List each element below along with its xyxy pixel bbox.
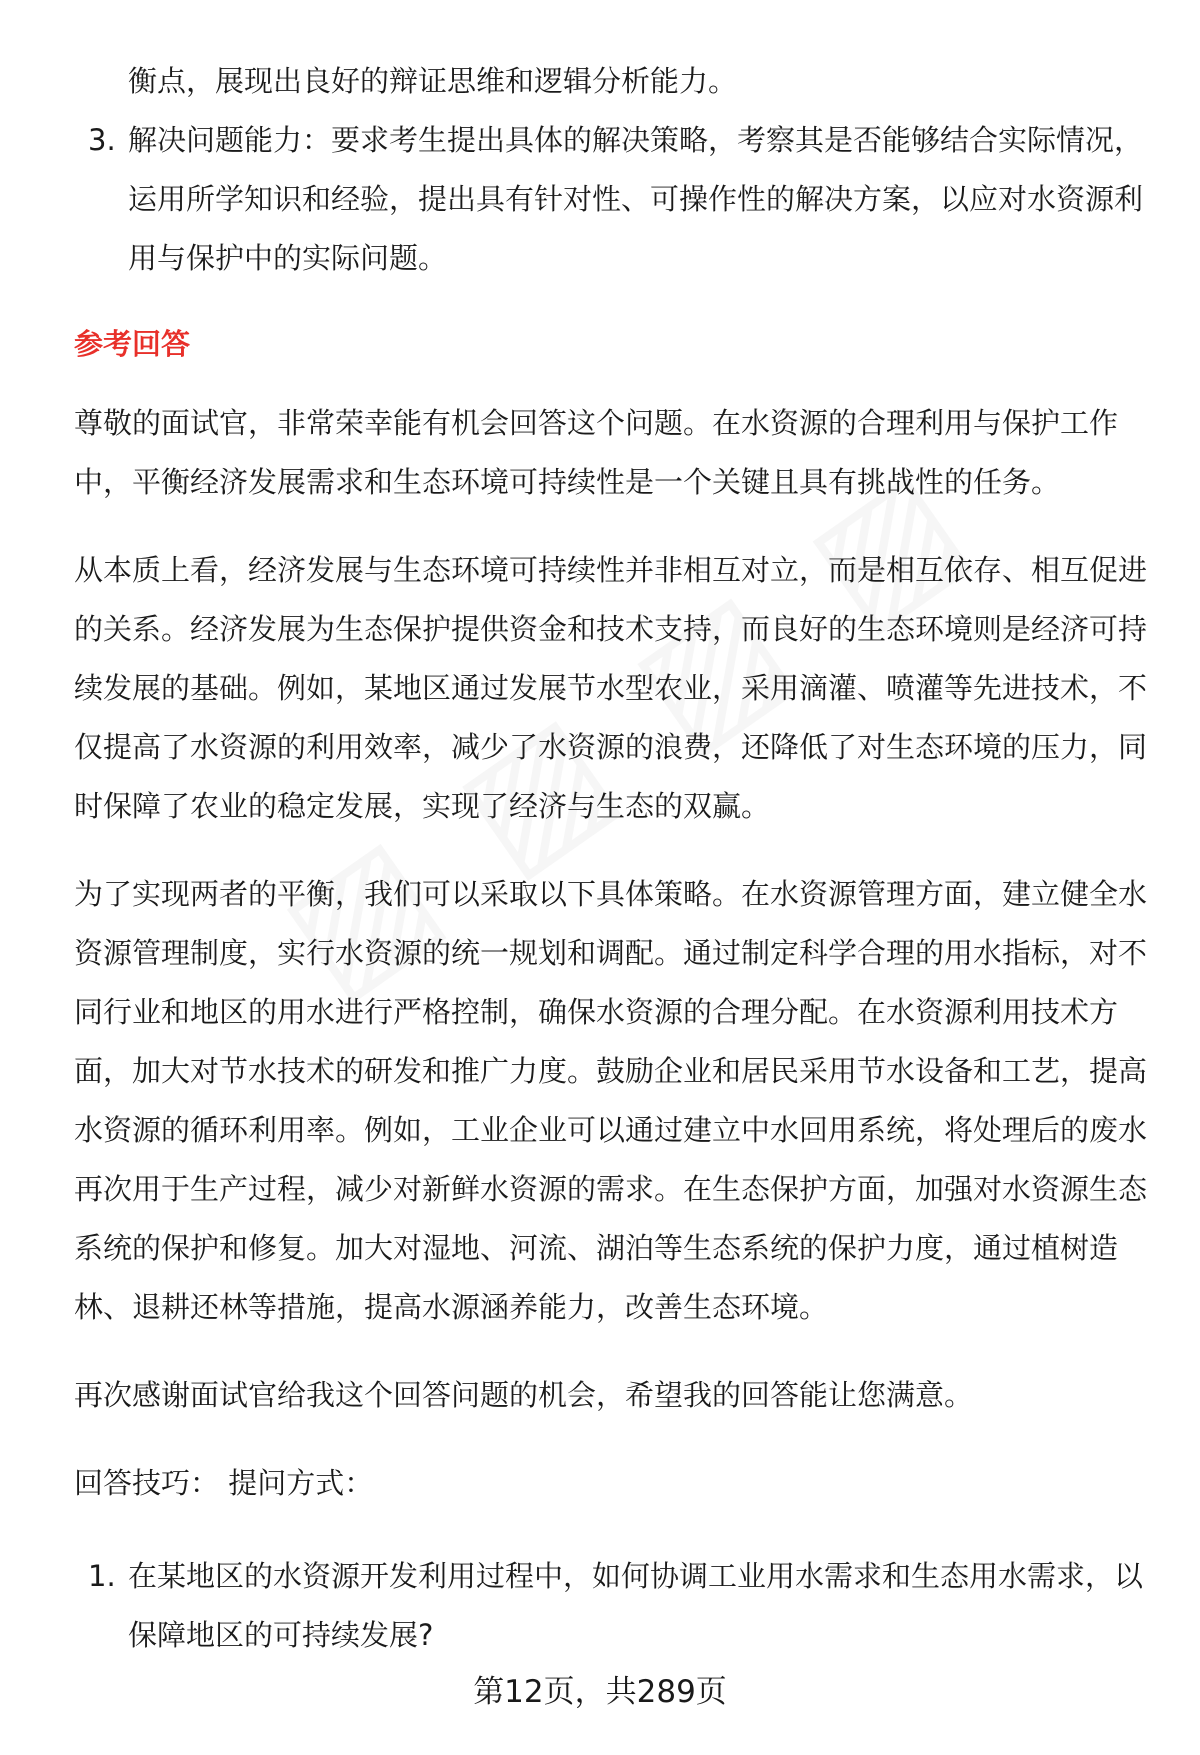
list-number: 3. bbox=[88, 123, 116, 157]
section-heading: 参考回答 bbox=[74, 327, 191, 361]
paragraph: 尊敬的面试官，非常荣幸能有机会回答这个问题。在水资源的合理利用与保护工作中，平衡经济发展需求和生态环境可持续性是一个关键且具有挑战性的任务。 bbox=[74, 406, 1119, 499]
list-text: 在某地区的水资源开发利用过程中，如何协调工业用水需求和生态用水需求，以保障地区的可持续发展? bbox=[128, 1559, 1144, 1652]
page-footer: 第12页，共289页 bbox=[473, 1674, 727, 1710]
question-list bbox=[74, 1547, 1154, 1665]
page-content bbox=[74, 52, 1154, 1665]
paragraph: 再次感谢面试官给我这个回答问题的机会，希望我的回答能让您满意。 bbox=[74, 1378, 974, 1412]
tips-label: 回答技巧： 提问方式： bbox=[74, 1466, 374, 1500]
list-number: 1. bbox=[88, 1559, 116, 1593]
continued-list-text: 衡点，展现出良好的辩证思维和逻辑分析能力。 bbox=[128, 64, 738, 98]
paragraph: 为了实现两者的平衡，我们可以采取以下具体策略。在水资源管理方面，建立健全水资源管理制度，实行水资源的统一规划和调配。通过制定科学合理的用水指标，对不同行业和地区的用水进行严格控制，确保水资源的合理分配。在水资源利用技术方面，加大对节水技术的研发和推广力度。鼓励企业和居民采用节水设备和工艺，提高水资源的循环利用率。例如，工业企业可以通过建立中水回用系统，将处理后的废水再次用于生产过程，减少对新鲜水资源的需求。在生态保护方面，加强对水资源生态系统的保护和修复。加大对湿地、河流、湖泊等生态系统的保护力度，通过植树造林、退耕还林等措施，提高水源涵养能力，改善生态环境。 bbox=[74, 877, 1148, 1324]
list-item bbox=[74, 1547, 1154, 1665]
paragraph: 从本质上看，经济发展与生态环境可持续性并非相互对立，而是相互依存、相互促进的关系。经济发展为生态保护提供资金和技术支持，而良好的生态环境则是经济可持续发展的基础。例如，某地区通过发展节水型农业，采用滴灌、喷灌等先进技术，不仅提高了水资源的利用效率，减少了水资源的浪费，还降低了对生态环境的压力，同时保障了农业的稳定发展，实现了经济与生态的双赢。 bbox=[74, 553, 1148, 823]
criteria-list bbox=[74, 111, 1154, 288]
list-item bbox=[74, 111, 1154, 288]
list-text: 解决问题能力：要求考生提出具体的解决策略，考察其是否能够结合实际情况，运用所学知识和经验，提出具有针对性、可操作性的解决方案，以应对水资源利用与保护中的实际问题。 bbox=[128, 123, 1144, 275]
